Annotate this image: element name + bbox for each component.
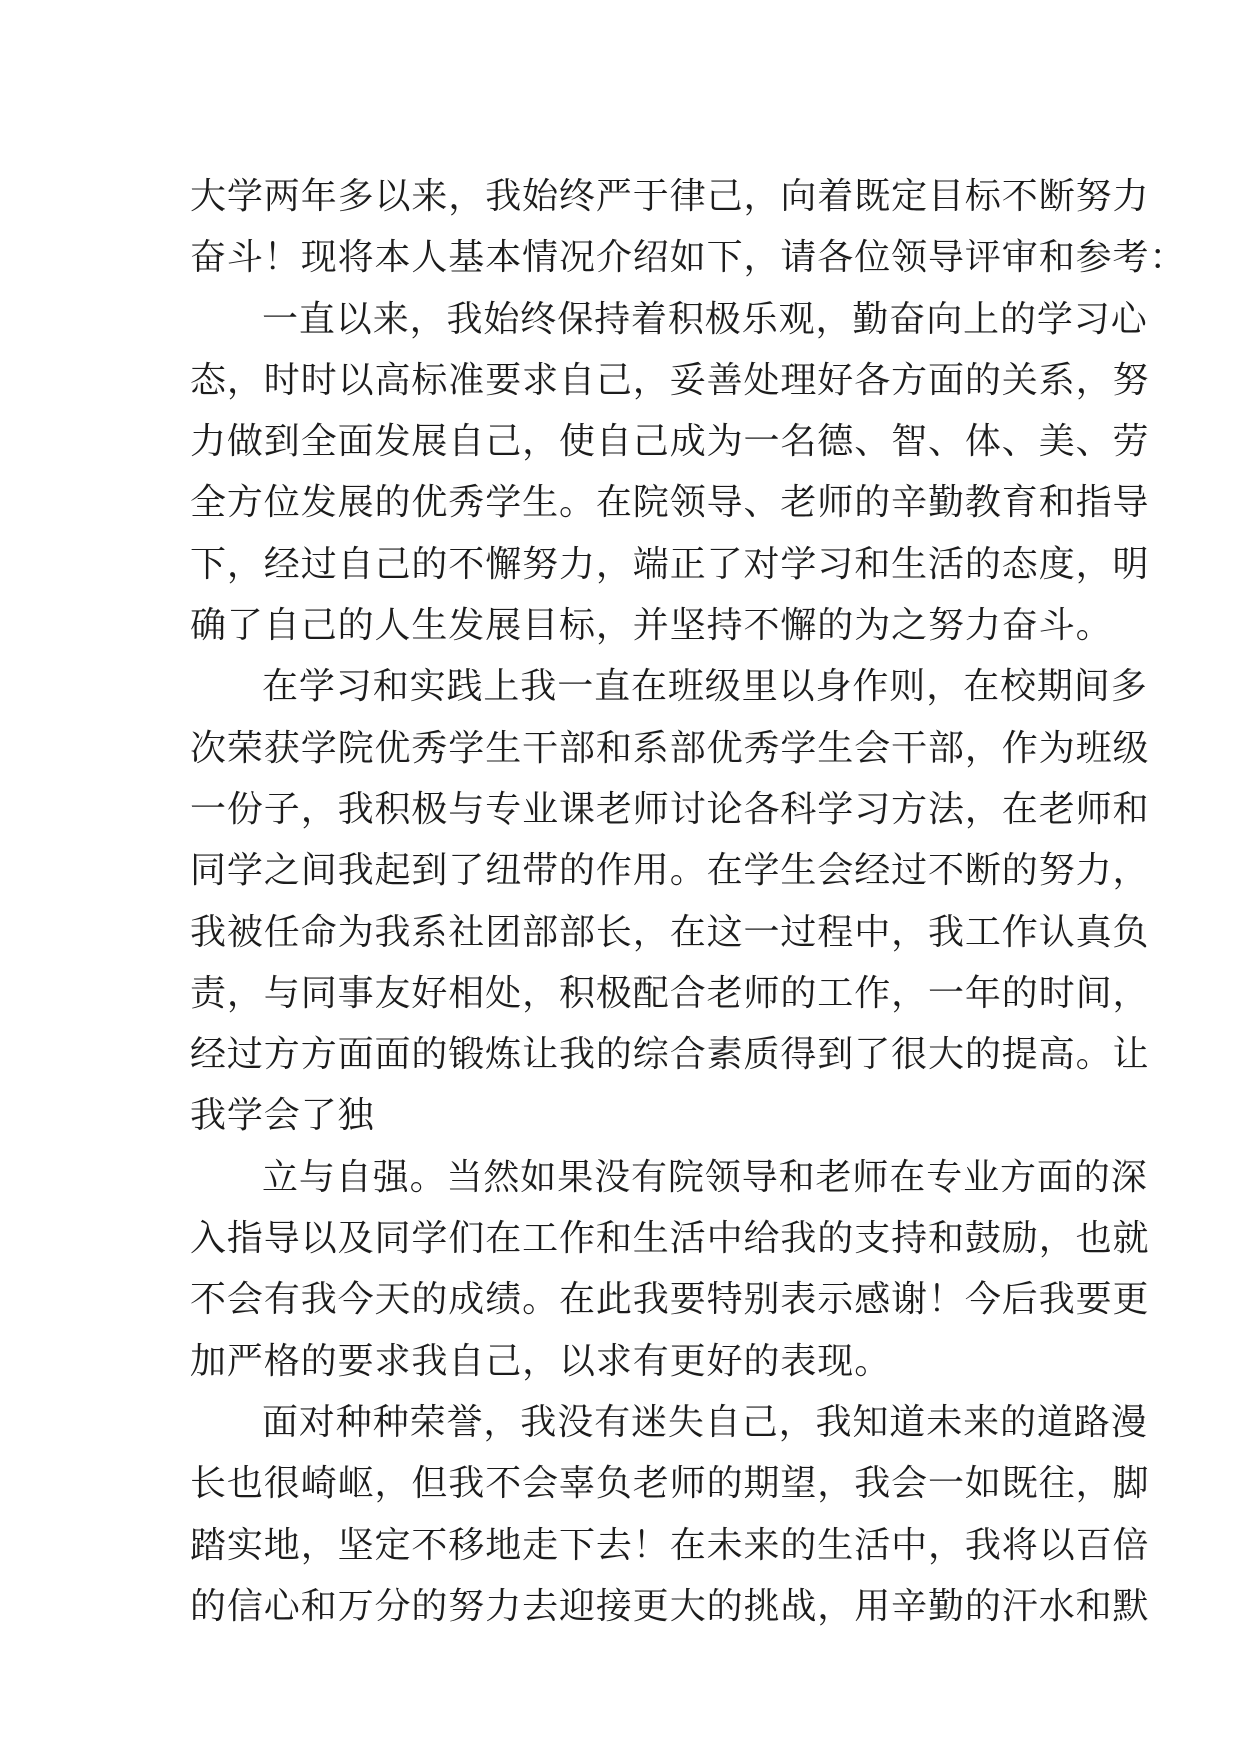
text-line: 力做到全面发展自己，使自己成为一名德、智、体、美、劳 [190,421,1150,463]
text-line: 长也很崎岖，但我不会辜负老师的期望，我会一如既往，脚 [190,1463,1150,1505]
text-line: 经过方方面面的锻炼让我的综合素质得到了很大的提高。让 [190,1034,1150,1076]
text-line: 大学两年多以来，我始终严于律己，向着既定目标不断努力 [190,176,1150,217]
paragraph-2 [190,289,1150,657]
text-line: 态，时时以高标准要求自己，妥善处理好各方面的关系，努 [190,359,1150,401]
text-line: 入指导以及同学们在工作和生活中给我的支持和鼓励，也就 [190,1218,1150,1260]
text-line: 我学会了独 [190,1095,375,1137]
text-line: 奋斗！现将本人基本情况介绍如下，请各位领导评审和参考： [190,237,1187,279]
document-body [190,166,1187,1637]
text-line: 立与自强。当然如果没有院领导和老师在专业方面的深 [262,1156,1148,1198]
text-line: 踏实地，坚定不移地走下去！在未来的生活中，我将以百倍 [190,1524,1150,1566]
text-line: 下，经过自己的不懈努力，端正了对学习和生活的态度，明 [190,543,1150,585]
text-line: 在学习和实践上我一直在班级里以身作则，在校期间多 [262,666,1148,708]
text-line: 一份子，我积极与专业课老师讨论各科学习方法，在老师和 [190,788,1150,830]
text-line: 确了自己的人生发展目标，并坚持不懈的为之努力奋斗。 [190,605,1113,647]
paragraph-3 [190,656,1150,1146]
text-line: 加严格的要求我自己，以求有更好的表现。 [190,1340,892,1382]
text-line: 责，与同事友好相处，积极配合老师的工作，一年的时间， [190,972,1150,1014]
text-line: 一直以来，我始终保持着积极乐观，勤奋向上的学习心 [262,298,1148,340]
text-line: 次荣获学院优秀学生干部和系部优秀学生会干部，作为班级 [190,727,1150,769]
text-line: 全方位发展的优秀学生。在院领导、老师的辛勤教育和指导 [190,482,1150,524]
text-line: 的信心和万分的努力去迎接更大的挑战，用辛勤的汗水和默 [190,1585,1150,1627]
paragraph-4 [190,1147,1150,1392]
text-line: 同学之间我起到了纽带的作用。在学生会经过不断的努力， [190,850,1150,892]
paragraph-1 [190,166,1187,289]
text-line: 面对种种荣誉，我没有迷失自己，我知道未来的道路漫 [262,1401,1148,1443]
text-line: 我被任命为我系社团部部长，在这一过程中，我工作认真负 [190,911,1150,953]
paragraph-5 [190,1392,1150,1637]
text-line: 不会有我今天的成绩。在此我要特别表示感谢！今后我要更 [190,1279,1150,1321]
